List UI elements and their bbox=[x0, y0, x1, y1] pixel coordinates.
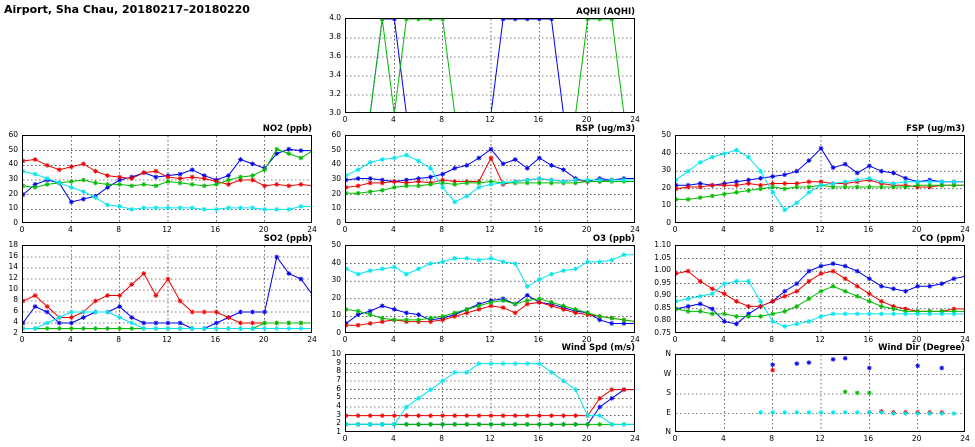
y-tick-o3: 0 bbox=[336, 328, 341, 337]
y-tick-wind_spd: 7 bbox=[336, 375, 341, 384]
x-tick-aqhi: 24 bbox=[630, 115, 640, 124]
y-tick-rsp: 60 bbox=[331, 130, 341, 139]
x-tick-wind_spd: 20 bbox=[581, 434, 592, 443]
x-tick-o3: 16 bbox=[533, 335, 544, 344]
x-tick-rsp: 20 bbox=[581, 225, 592, 234]
y-tick-wind_spd: 9 bbox=[336, 357, 341, 367]
x-tick-rsp: 8 bbox=[439, 225, 445, 234]
x-tick-wind_spd: 16 bbox=[533, 434, 544, 443]
x-tick-so2: 24 bbox=[307, 335, 317, 344]
y-tick-wind_spd: 10 bbox=[331, 349, 341, 358]
plot-area-fsp bbox=[675, 135, 965, 223]
chart-title-no2: NO2 (ppb) bbox=[262, 124, 312, 134]
y-tick-no2: 50 bbox=[8, 144, 18, 154]
x-tick-aqhi: 4 bbox=[390, 115, 396, 124]
x-tick-so2: 8 bbox=[116, 335, 122, 344]
x-tick-o3: 20 bbox=[581, 335, 592, 344]
y-tick-no2: 40 bbox=[8, 159, 18, 169]
x-tick-wind_spd: 0 bbox=[342, 434, 348, 443]
y-tick-wind_spd: 4 bbox=[336, 401, 341, 410]
x-tick-co: 4 bbox=[720, 335, 726, 344]
chart-title-aqhi: AQHI (AQHI) bbox=[576, 7, 635, 17]
y-tick-wind_spd: 5 bbox=[336, 392, 341, 402]
x-tick-so2: 0 bbox=[19, 335, 25, 344]
y-tick-co: 0.85 bbox=[654, 302, 671, 312]
y-tick-wind_dir: N bbox=[665, 349, 671, 358]
y-tick-rsp: 0 bbox=[336, 218, 341, 227]
x-tick-o3: 12 bbox=[485, 335, 495, 344]
x-tick-wind_dir: 16 bbox=[863, 434, 874, 443]
plot-area-so2 bbox=[22, 245, 312, 333]
y-tick-so2: 18 bbox=[8, 240, 18, 249]
y-tick-no2: 0 bbox=[13, 218, 18, 227]
y-tick-o3: 40 bbox=[331, 257, 341, 267]
x-tick-fsp: 0 bbox=[672, 225, 678, 234]
x-tick-rsp: 24 bbox=[630, 225, 640, 234]
x-tick-no2: 16 bbox=[210, 225, 221, 234]
plot-area-aqhi bbox=[345, 18, 635, 113]
x-tick-wind_spd: 4 bbox=[390, 434, 396, 443]
y-tick-so2: 4 bbox=[13, 317, 18, 326]
y-tick-o3: 10 bbox=[331, 310, 341, 320]
y-tick-no2: 10 bbox=[8, 203, 18, 213]
x-tick-wind_dir: 0 bbox=[672, 434, 678, 443]
y-tick-no2: 60 bbox=[8, 130, 18, 139]
x-tick-no2: 4 bbox=[67, 225, 73, 234]
x-tick-so2: 12 bbox=[162, 335, 172, 344]
x-tick-o3: 0 bbox=[342, 335, 348, 344]
x-tick-no2: 20 bbox=[258, 225, 269, 234]
x-tick-wind_spd: 12 bbox=[485, 434, 495, 443]
y-tick-aqhi: 3.2 bbox=[329, 89, 341, 98]
y-tick-aqhi: 3.0 bbox=[329, 108, 341, 117]
x-tick-co: 24 bbox=[960, 335, 970, 344]
chart-title-fsp: FSP (ug/m3) bbox=[906, 124, 965, 134]
x-tick-so2: 16 bbox=[210, 335, 221, 344]
x-tick-rsp: 16 bbox=[533, 225, 544, 234]
y-tick-so2: 14 bbox=[8, 262, 18, 271]
y-tick-rsp: 40 bbox=[331, 159, 341, 169]
x-tick-fsp: 16 bbox=[863, 225, 874, 234]
x-tick-o3: 8 bbox=[439, 335, 445, 344]
y-tick-so2: 6 bbox=[13, 306, 18, 315]
x-tick-aqhi: 20 bbox=[581, 115, 592, 124]
y-tick-co: 0.95 bbox=[654, 277, 671, 287]
y-tick-rsp: 20 bbox=[331, 188, 341, 198]
y-tick-rsp: 10 bbox=[331, 203, 341, 213]
y-tick-rsp: 30 bbox=[331, 174, 341, 183]
y-tick-wind_spd: 8 bbox=[336, 366, 341, 376]
x-tick-fsp: 8 bbox=[769, 225, 775, 234]
x-tick-aqhi: 16 bbox=[533, 115, 544, 124]
x-tick-wind_dir: 12 bbox=[815, 434, 825, 443]
y-tick-aqhi: 3.8 bbox=[329, 32, 341, 41]
plot-area-no2 bbox=[22, 135, 312, 223]
y-tick-o3: 20 bbox=[331, 292, 341, 302]
y-tick-so2: 12 bbox=[8, 273, 18, 282]
y-tick-fsp: 30 bbox=[661, 165, 671, 175]
x-tick-so2: 4 bbox=[67, 335, 73, 344]
x-tick-fsp: 20 bbox=[911, 225, 922, 234]
chart-title-wind_spd: Wind Spd (m/s) bbox=[561, 343, 635, 353]
plot-area-rsp bbox=[345, 135, 635, 223]
y-tick-wind_spd: 1 bbox=[336, 427, 341, 436]
y-tick-wind_dir: W bbox=[663, 368, 671, 378]
plot-area-wind_spd bbox=[345, 354, 635, 432]
x-tick-rsp: 4 bbox=[390, 225, 396, 234]
x-tick-wind_dir: 8 bbox=[769, 434, 775, 443]
chart-title-wind_dir: Wind Dir (Degree) bbox=[878, 343, 965, 353]
x-tick-rsp: 12 bbox=[485, 225, 495, 234]
y-tick-no2: 20 bbox=[8, 188, 18, 198]
y-tick-wind_dir: S bbox=[666, 388, 671, 397]
plot-area-o3 bbox=[345, 245, 635, 333]
x-tick-no2: 8 bbox=[116, 225, 122, 234]
y-tick-wind_dir: E bbox=[666, 407, 671, 417]
x-tick-no2: 24 bbox=[307, 225, 317, 234]
y-tick-so2: 10 bbox=[8, 284, 18, 293]
x-tick-no2: 12 bbox=[162, 225, 172, 234]
chart-title-rsp: RSP (ug/m3) bbox=[575, 124, 635, 134]
x-tick-aqhi: 0 bbox=[342, 115, 348, 124]
x-tick-o3: 24 bbox=[630, 335, 640, 344]
y-tick-co: 0.90 bbox=[654, 290, 671, 300]
y-tick-wind_spd: 3 bbox=[336, 409, 341, 419]
y-tick-wind_spd: 2 bbox=[336, 418, 341, 428]
chart-title-so2: SO2 (ppb) bbox=[263, 234, 312, 244]
y-tick-co: 1.05 bbox=[654, 252, 671, 262]
y-tick-co: 1.10 bbox=[654, 240, 671, 249]
x-tick-rsp: 0 bbox=[342, 225, 348, 234]
x-tick-co: 12 bbox=[815, 335, 825, 344]
plot-area-wind_dir bbox=[675, 354, 965, 432]
x-tick-wind_spd: 24 bbox=[630, 434, 640, 443]
y-tick-fsp: 20 bbox=[661, 182, 671, 192]
y-tick-rsp: 50 bbox=[331, 144, 341, 154]
x-tick-wind_dir: 4 bbox=[720, 434, 726, 443]
x-tick-wind_dir: 24 bbox=[960, 434, 970, 443]
y-tick-so2: 16 bbox=[8, 251, 18, 260]
x-tick-fsp: 12 bbox=[815, 225, 825, 234]
chart-title-co: CO (ppm) bbox=[919, 234, 965, 244]
x-tick-fsp: 4 bbox=[720, 225, 726, 234]
x-tick-co: 16 bbox=[863, 335, 874, 344]
x-tick-co: 20 bbox=[911, 335, 922, 344]
y-tick-aqhi: 3.6 bbox=[329, 51, 341, 60]
page-title: Airport, Sha Chau, 20180217–20180220 bbox=[4, 3, 250, 16]
x-tick-wind_spd: 8 bbox=[439, 434, 445, 443]
y-tick-so2: 2 bbox=[13, 328, 18, 337]
x-tick-co: 8 bbox=[769, 335, 775, 344]
plot-area-co bbox=[675, 245, 965, 333]
y-tick-wind_spd: 6 bbox=[336, 383, 341, 393]
y-tick-co: 0.75 bbox=[654, 328, 671, 337]
y-tick-co: 0.80 bbox=[654, 315, 671, 325]
chart-title-o3: O3 (ppb) bbox=[592, 234, 635, 244]
y-tick-o3: 50 bbox=[331, 240, 341, 249]
x-tick-fsp: 24 bbox=[960, 225, 970, 234]
y-tick-aqhi: 4.0 bbox=[329, 13, 341, 22]
x-tick-o3: 4 bbox=[390, 335, 396, 344]
x-tick-aqhi: 8 bbox=[439, 115, 445, 124]
y-tick-fsp: 10 bbox=[661, 200, 671, 210]
y-tick-aqhi: 3.4 bbox=[329, 70, 341, 79]
y-tick-wind_dir: N bbox=[665, 427, 671, 436]
y-tick-so2: 8 bbox=[13, 295, 18, 304]
y-tick-o3: 30 bbox=[331, 275, 341, 285]
x-tick-no2: 0 bbox=[19, 225, 25, 234]
x-tick-wind_dir: 20 bbox=[911, 434, 922, 443]
y-tick-fsp: 50 bbox=[661, 130, 671, 139]
y-tick-co: 1.00 bbox=[654, 265, 671, 275]
y-tick-fsp: 0 bbox=[666, 218, 671, 227]
x-tick-co: 0 bbox=[672, 335, 678, 344]
y-tick-fsp: 40 bbox=[661, 147, 671, 157]
x-tick-aqhi: 12 bbox=[485, 115, 495, 124]
y-tick-no2: 30 bbox=[8, 174, 18, 183]
x-tick-so2: 20 bbox=[258, 335, 269, 344]
